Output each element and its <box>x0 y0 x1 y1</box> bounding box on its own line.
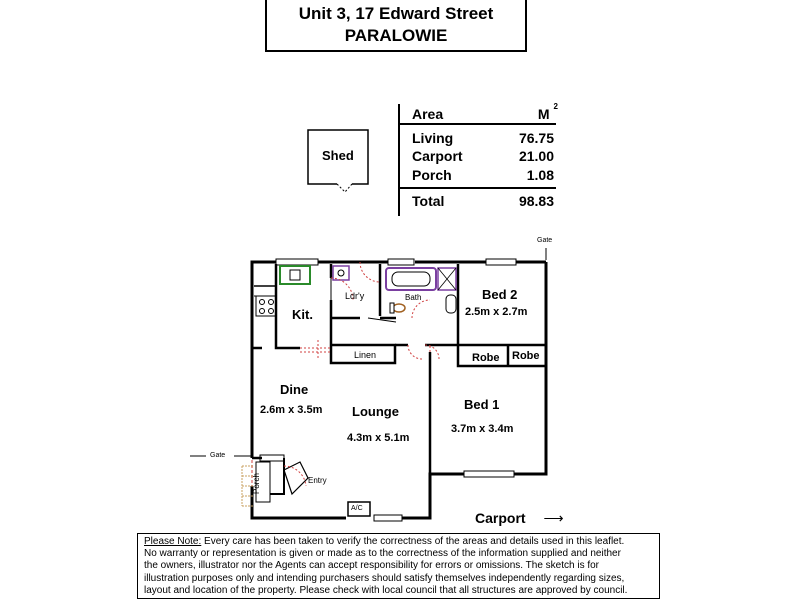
disclaimer-note: Please Note: Every care has been taken to verify the correctness of the areas and details used in this leaflet. No warranty or representation is given or made as to the correctness of the information supplied and neither the owners, illustrator nor the Agents can accept responsibility for errors or omissions. The sketch is for illustration purposes only and intending purchasers should satisfy themselves independently regarding sizes, layout and location of the property. Please check with local council that all structures are approved by council. <box>137 533 660 599</box>
bed1-label: Bed 1 <box>464 397 500 412</box>
bed1-size: 3.7m x 3.4m <box>451 423 514 435</box>
bath-fixtures <box>386 268 456 313</box>
porch-label: Porch <box>252 473 261 494</box>
bath-label: Bath <box>405 293 422 302</box>
address-line: Unit 3, 17 Edward Street <box>298 4 494 23</box>
area-unit: M $^2$ <box>537 102 558 122</box>
bed2-size: 2.5m x 2.7m <box>465 306 528 318</box>
robe1-label: Robe <box>472 352 500 364</box>
entry-label: Entry <box>308 476 327 485</box>
lounge-size: 4.3m x 5.1m <box>347 432 410 444</box>
area-heading: Area <box>412 106 444 122</box>
linen-label: Linen <box>354 350 377 360</box>
area-row-total: Total 98.83 <box>412 193 554 209</box>
laundry-label: Ldr'y <box>345 291 365 301</box>
suburb-name: PARALOWIE <box>344 26 448 45</box>
shed-label: Shed <box>322 148 354 163</box>
area-row-living: Living 76.75 <box>412 130 554 146</box>
robe2-label: Robe <box>512 350 540 362</box>
dine-label: Dine <box>280 382 309 397</box>
ac-label: A/C <box>351 505 363 512</box>
note-prefix: Please Note: <box>144 536 202 547</box>
bed2-label: Bed 2 <box>482 287 518 302</box>
area-row-porch: Porch 1.08 <box>412 167 554 183</box>
gate-top-label: Gate <box>537 237 553 244</box>
laundry-trough <box>333 266 349 280</box>
kitchen-label: Kit. <box>292 307 313 322</box>
arrow-right-icon: ⟶ <box>543 510 564 526</box>
area-row-carport: Carport 21.00 <box>412 148 554 164</box>
dine-size: 2.6m x 3.5m <box>260 404 323 416</box>
gate-left-label: Gate <box>210 452 226 459</box>
lounge-label: Lounge <box>352 404 399 419</box>
carport-label: Carport ⟶ <box>475 510 564 526</box>
